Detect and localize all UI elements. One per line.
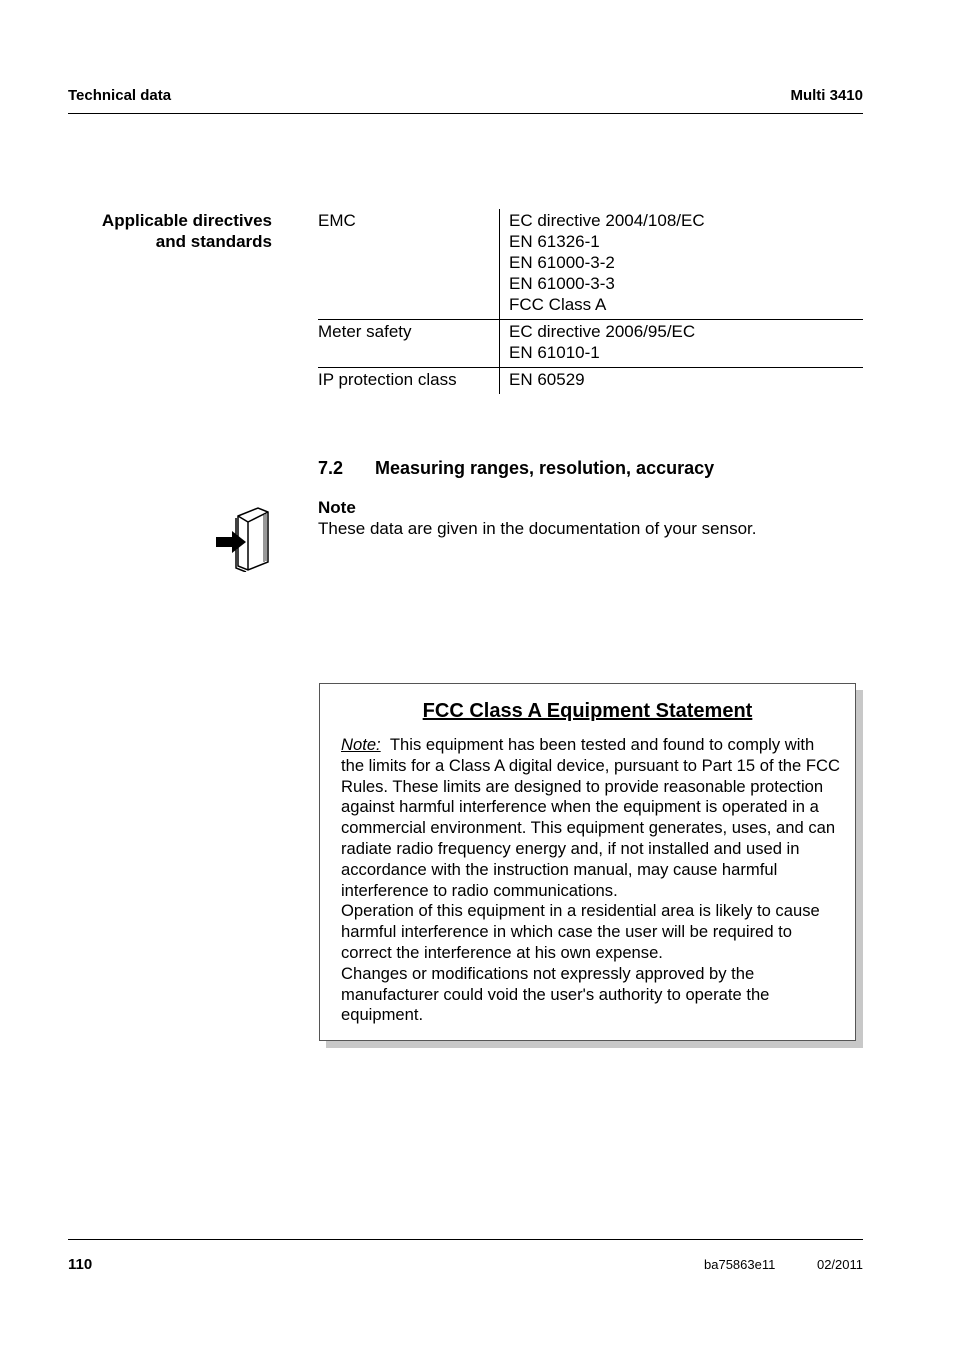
table-row [318, 320, 863, 368]
table-row [318, 209, 863, 320]
header-section-title: Technical data [68, 87, 172, 104]
row-values [500, 368, 864, 395]
row-values [500, 320, 864, 368]
row-label: EMC [318, 209, 500, 320]
row-label: Meter safety [318, 320, 500, 368]
fcc-body [341, 735, 841, 1026]
row-value: EN 61000-3-3 [509, 274, 615, 293]
row-values [500, 209, 864, 320]
row-value: EN 60529 [509, 370, 585, 389]
fcc-paragraph-text: This equipment has been tested and found to comply with the limits for a Class A digital device, pursuant to Part 15 of the FCC Rules. These limits are designed to provide reasonable protection against harmful interference when the equipment is operated in a commercial environment. This equipment generates, uses, and can radiate radio frequency energy and, if not installed and used in accordance with the instruction manual, may cause harmful interference to radio communications. [341, 735, 840, 900]
document-date: 02/2011 [816, 1257, 863, 1272]
standards-heading-line2: and standards [155, 232, 272, 251]
header-rule [68, 113, 863, 114]
row-value: EC directive 2006/95/EC [509, 322, 696, 341]
table-row [318, 368, 863, 395]
fcc-title: FCC Class A Equipment Statement [422, 700, 753, 722]
fcc-paragraph [341, 735, 841, 901]
row-value: EC directive 2004/108/EC [509, 211, 705, 230]
row-value: FCC Class A [509, 295, 607, 314]
fcc-note-label: Note: [341, 735, 381, 754]
fcc-paragraph: Operation of this equipment in a residential area is likely to cause harmful interference in which case the user will be required to correct the interference at his own expense. [341, 901, 820, 962]
document-id: ba75863e11 [704, 1257, 776, 1272]
footer-rule [68, 1239, 863, 1240]
fcc-paragraph: Changes or modifications not expressly approved by the manufacturer could void the user's authority to operate the equipment. [341, 963, 770, 1025]
manual-book-icon [214, 506, 274, 572]
page-number: 110 [68, 1256, 93, 1273]
section-number: 7.2 [318, 458, 344, 478]
row-value: EN 61010-1 [509, 343, 600, 362]
note-title: Note [318, 498, 356, 517]
header-product-name: Multi 3410 [790, 87, 863, 104]
section-heading [318, 458, 714, 479]
row-value: EN 61000-3-2 [509, 253, 615, 272]
fcc-statement-box [319, 683, 856, 1041]
section-title: Measuring ranges, resolution, accuracy [375, 458, 715, 478]
standards-heading-line1: Applicable directives [101, 211, 272, 230]
standards-table [318, 209, 863, 394]
note-text: These data are given in the documentation of your sensor. [318, 519, 757, 538]
row-label: IP protection class [318, 370, 457, 389]
standards-heading [68, 210, 272, 252]
row-value: EN 61326-1 [509, 232, 600, 251]
